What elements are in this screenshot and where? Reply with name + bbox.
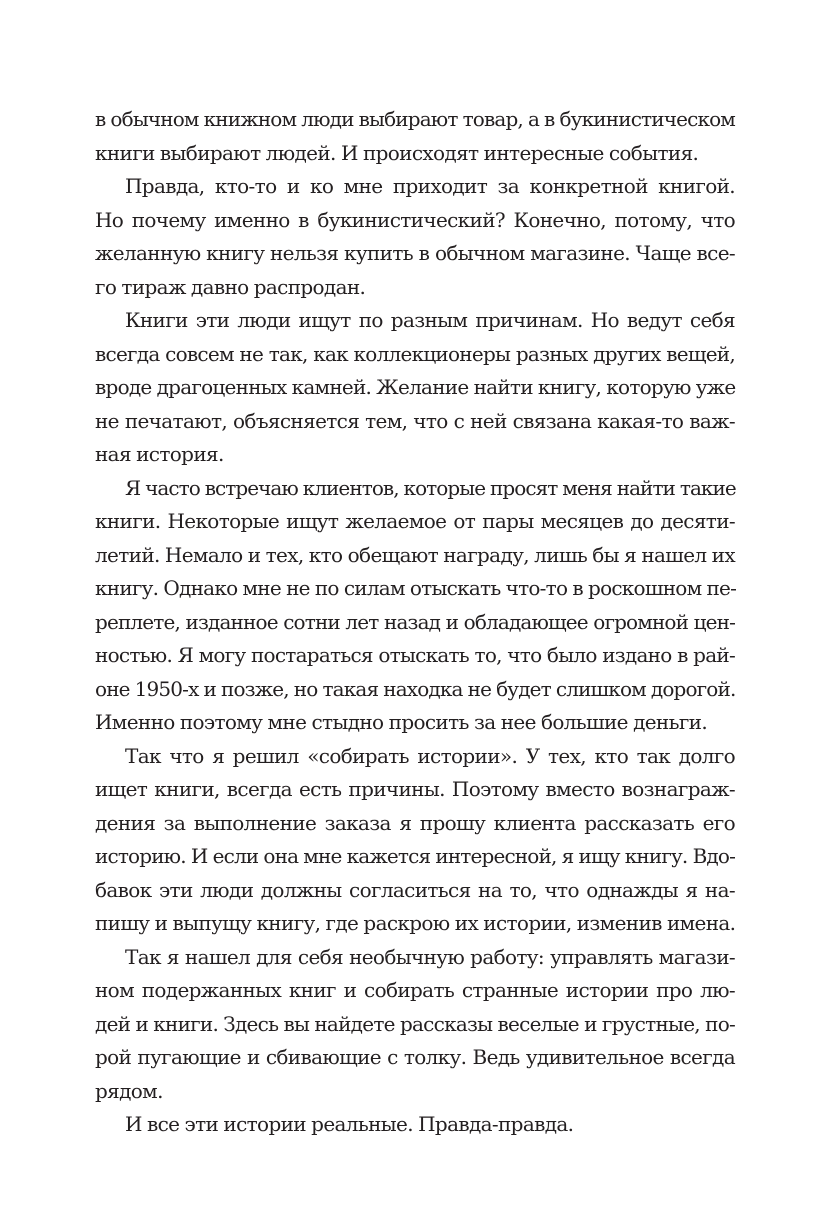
text-line: пишу и выпущу книгу, где раскрою их истории, изменив имена. [95, 911, 736, 935]
text-line: Я часто встречаю клиентов, которые просят меня найти такие [125, 475, 736, 500]
text-line: ном подержанных книг и собирать странные истории про лю- [95, 978, 735, 1002]
text-line: го тираж давно распродан. [95, 274, 366, 299]
text-line: Правда, кто-то и ко мне приходит за конкретной книгой. [125, 174, 735, 198]
text-line: И все эти истории реальные. Правда-правда. [125, 1112, 574, 1136]
text-line: не печатают, объясняется тем, что с ней связана какая-то важ- [95, 408, 735, 433]
text-line: вроде драгоценных камней. Желание найти книгу, которую уже [95, 375, 736, 399]
text-line: Именно поэтому мне стыдно просить за нее большие деньги. [95, 710, 708, 734]
text-line: в обычном книжном люди выбирают товар, а в букинистическом [95, 107, 735, 131]
text-line: реплете, изданное сотни лет назад и обладающее огромной цен- [95, 609, 735, 634]
text-line: Так я нашел для себя необычную работу: управлять магази- [125, 944, 735, 969]
text-line: летий. Немало и тех, кто обещают награду, лишь бы я нашел их [95, 542, 735, 567]
text-line: Книги эти люди ищут по разным причинам. Но ведут себя [125, 308, 735, 332]
text-line: оне 1950-х и позже, но такая находка не будет слишком дорогой. [95, 676, 736, 701]
text-line: ная история. [95, 442, 224, 466]
body-text [95, 103, 735, 1142]
text-line: рядом. [95, 1078, 163, 1103]
text-line: ностью. Я могу постараться отыскать то, что было издано в рай- [95, 643, 735, 667]
text-line: рой пугающие и сбивающие с толку. Ведь удивительное всегда [95, 1045, 735, 1069]
text-line: бавок эти люди должны согласиться на то, что однажды я на- [95, 877, 735, 902]
text-line: историю. И если она мне кажется интересной, я ищу книгу. Вдо- [95, 844, 735, 868]
text-line: книгу. Однако мне не по силам отыскать что-то в роскошном пе- [95, 576, 737, 600]
text-line: книги. Некоторые ищут желаемое от пары месяцев до десяти- [95, 509, 735, 533]
text-line: дей и книги. Здесь вы найдете рассказы веселые и грустные, по- [95, 1011, 735, 1036]
text-line: Но почему именно в букинистический? Конечно, потому, что [95, 207, 735, 232]
text-line: всегда совсем не так, как коллекционеры разных других вещей, [95, 341, 735, 366]
text-line: желанную книгу нельзя купить в обычном магазине. Чаще все- [95, 241, 735, 265]
text-line: дения за выполнение заказа я прошу клиента рассказать его [95, 810, 735, 835]
text-line: ищет книги, всегда есть причины. Поэтому вместо вознаграж- [95, 777, 735, 801]
text-line: Так что я решил «собирать истории». У тех, кто так долго [125, 743, 735, 768]
text-line: книги выбирают людей. И происходят интересные события. [95, 140, 699, 165]
